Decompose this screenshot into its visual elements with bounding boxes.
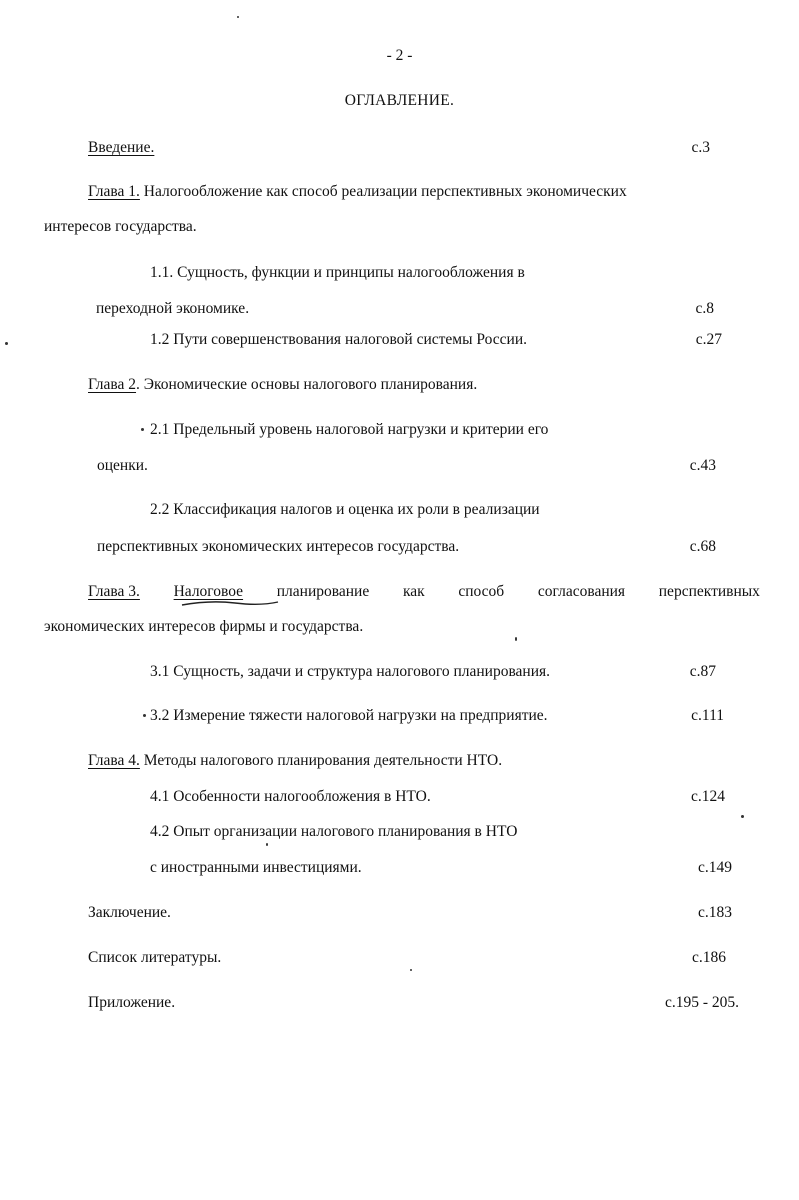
- toc-1-1-page: с.8: [695, 300, 714, 317]
- toc-chapter4-heading: [88, 753, 502, 769]
- scan-speck: [237, 16, 239, 18]
- toc-2-1-page: с.43: [689, 457, 716, 474]
- chapter1-label: Глава 1.: [88, 183, 140, 200]
- chapter3-word-4: способ: [458, 583, 505, 600]
- scan-speck: [5, 342, 8, 345]
- chapter2-label: Глава 2: [88, 376, 137, 393]
- chapter1-title-line1: Налогообложение как способ реализации перспективных экономических: [143, 183, 627, 200]
- toc-conclusion-page: с.183: [697, 904, 732, 921]
- toc-appendix: Приложение.: [88, 994, 176, 1011]
- toc-4-1: 4.1 Особенности налогообложения в НТО.: [150, 788, 431, 805]
- toc-3-1: 3.1 Сущность, задачи и структура налогового планирования.: [150, 663, 551, 680]
- toc-references-page: с.186: [691, 949, 726, 966]
- toc-4-1-page: с.124: [690, 788, 725, 805]
- chapter3-word-1: Налоговое: [173, 583, 244, 600]
- toc-intro-label: Введение.: [88, 139, 155, 156]
- toc-1-2: 1.2 Пути совершенствования налоговой системы России.: [150, 331, 527, 348]
- toc-2-2-line2: перспективных экономических интересов государства.: [97, 538, 460, 555]
- toc-4-2-line1: 4.2 Опыт организации налогового планирования в НТО: [150, 823, 518, 840]
- toc-intro-page: с.3: [691, 139, 710, 156]
- toc-3-2: 3.2 Измерение тяжести налоговой нагрузки на предприятие.: [150, 707, 548, 724]
- toc-1-1-line2: переходной экономике.: [96, 300, 250, 317]
- page-number: - 2 -: [386, 47, 413, 64]
- scan-speck: [741, 815, 744, 818]
- toc-2-1-line2: оценки.: [97, 457, 148, 474]
- toc-chapter2-heading: [88, 377, 477, 393]
- toc-conclusion: Заключение.: [88, 904, 171, 921]
- chapter3-title-line2: экономических интересов фирмы и государства.: [44, 618, 364, 635]
- toc-4-2-line2: с иностранными инвестициями.: [150, 859, 362, 876]
- scan-speck: [410, 969, 412, 971]
- toc-references: Список литературы.: [88, 949, 222, 966]
- chapter4-label: Глава 4.: [88, 752, 140, 769]
- chapter3-word-6: перспективных: [658, 583, 760, 600]
- chapter2-title: . Экономические основы налогового планирования.: [136, 376, 478, 393]
- chapter3-word-5: согласования: [537, 583, 626, 600]
- toc-2-2-page: с.68: [689, 538, 716, 555]
- chapter3-word-2: планирование: [276, 583, 370, 600]
- toc-1-2-page: с.27: [695, 331, 722, 348]
- scan-speck: [515, 637, 517, 641]
- toc-1-1-line1: 1.1. Сущность, функции и принципы налогообложения в: [150, 264, 525, 281]
- chapter4-title: Методы налогового планирования деятельности НТО.: [139, 752, 503, 769]
- toc-3-2-page: с.111: [691, 707, 724, 724]
- scan-speck: [266, 843, 268, 846]
- toc-3-1-page: с.87: [689, 663, 716, 680]
- chapter3-word-3: как: [402, 583, 425, 600]
- scan-speck: [141, 428, 144, 431]
- toc-chapter1-heading: [88, 184, 627, 200]
- chapter3-label: Глава 3.: [88, 583, 140, 600]
- chapter1-title-line2: интересов государства.: [44, 218, 197, 235]
- toc-4-2-page: с.149: [697, 859, 732, 876]
- toc-2-2-line1: 2.2 Классификация налогов и оценка их роли в реализации: [150, 501, 540, 518]
- toc-title: ОГЛАВЛЕНИЕ.: [344, 92, 455, 109]
- scan-speck: [143, 714, 146, 717]
- handwritten-underline-mark: [180, 597, 280, 609]
- toc-2-1-line1: 2.1 Предельный уровень налоговой нагрузки и критерии его: [150, 421, 549, 438]
- toc-appendix-page: с.195 - 205.: [664, 994, 739, 1011]
